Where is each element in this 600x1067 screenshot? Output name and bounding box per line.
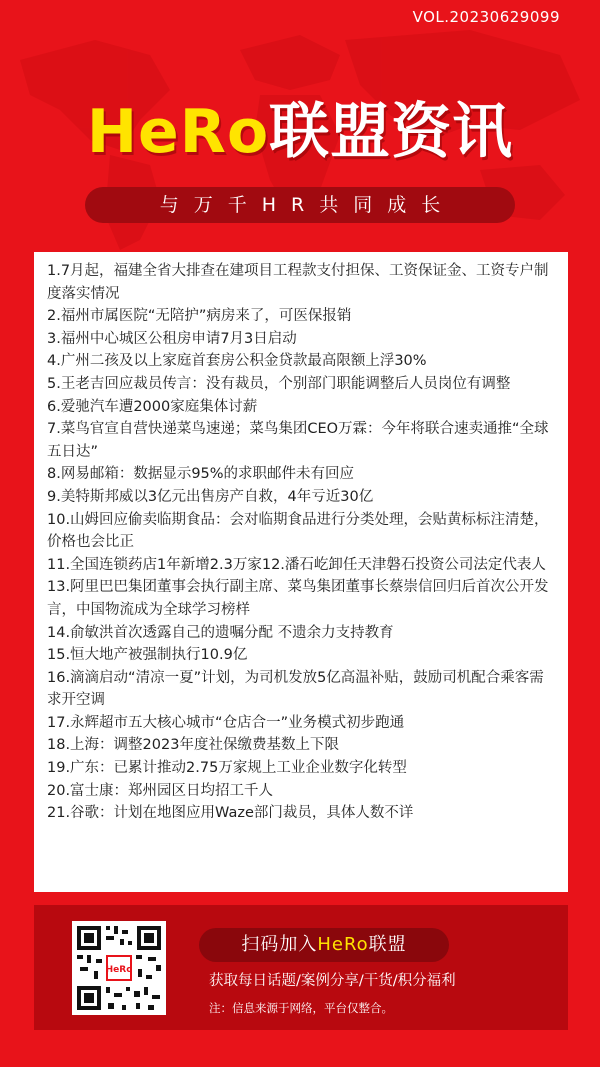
qr-code[interactable] bbox=[72, 921, 166, 1015]
news-item: 3.福州中心城区公租房申请7月3日启动 bbox=[47, 330, 297, 347]
news-item: 8.网易邮箱：数据显示95%的求职邮件未有回应 bbox=[47, 466, 355, 483]
news-item: 11.全国连锁药店1年新增2.3万家12.潘石屹卸任天津磐石投资公司法定代表人 bbox=[47, 556, 546, 573]
news-item: 5.王老吉回应裁员传言：没有裁员，个别部门职能调整后人员岗位有调整 bbox=[47, 375, 511, 392]
title-text: 联盟资讯 bbox=[269, 97, 514, 167]
news-item: 14.俞敏洪首次透露自己的遗嘱分配 不遗余力支持教育 bbox=[47, 624, 394, 641]
news-item: 19.广东：已累计推动2.75万家规上工业企业数字化转型 bbox=[47, 760, 407, 777]
join-prefix: 扫码加入 bbox=[241, 934, 318, 955]
news-item: 2.福州市属医院“无陪护”病房来了，可医保报销 bbox=[47, 308, 352, 325]
news-list bbox=[47, 260, 558, 825]
news-item: 17.永辉超市五大核心城市“仓店合一”业务模式初步跑通 bbox=[47, 714, 405, 731]
news-item: 16.滴滴启动“清凉一夏”计划，为司机发放5亿高温补贴，鼓励司机配合乘客需求开空调 bbox=[47, 669, 544, 709]
join-banner bbox=[199, 928, 449, 962]
news-item: 20.富士康：郑州园区日均招工千人 bbox=[47, 782, 274, 799]
news-item: 9.美特斯邦威以3亿元出售房产自救，4年亏近30亿 bbox=[47, 488, 374, 505]
qr-code-icon bbox=[72, 921, 166, 1015]
news-panel bbox=[34, 252, 568, 892]
join-brand: HeRo bbox=[317, 934, 369, 955]
title-brand: HeRo bbox=[86, 97, 270, 167]
news-item: 1.7月起，福建全省大排查在建项目工程款支付担保、工资保证金、工资专户制度落实情况 bbox=[47, 263, 549, 302]
news-item: 4.广州二孩及以上家庭首套房公积金贷款最高限额上浮30% bbox=[47, 353, 427, 370]
news-item: 21.谷歌：计划在地图应用Waze部门裁员，具体人数不详 bbox=[47, 805, 414, 822]
news-item: 13.阿里巴巴集团董事会执行副主席、菜鸟集团董事长蔡崇信回归后首次公开发言，中国物流成为全球学习榜样 bbox=[47, 579, 549, 618]
page-title bbox=[0, 84, 600, 170]
benefits-text: 获取每日话题/案例分享/干货/积分福利 bbox=[209, 973, 456, 989]
join-suffix: 联盟 bbox=[368, 934, 407, 955]
join-panel bbox=[34, 905, 568, 1030]
volume-number: VOL.20230629099 bbox=[412, 8, 560, 26]
news-item: 10.山姆回应偷卖临期食品：会对临期食品进行分类处理，会贴黄标标注清楚，价格也会比正 bbox=[47, 511, 549, 551]
news-item: 7.菜鸟官宣自营快递菜鸟速递；菜鸟集团CEO万霖：今年将联合速卖通推“全球五日达” bbox=[47, 421, 549, 460]
source-note: 注：信息来源于网络，平台仅整合。 bbox=[209, 1001, 393, 1015]
news-item: 18.上海：调整2023年度社保缴费基数上下限 bbox=[47, 737, 339, 754]
slogan-banner: 与万千HR共同成长 bbox=[85, 187, 515, 223]
news-item: 15.恒大地产被强制执行10.9亿 bbox=[47, 647, 248, 664]
qr-logo-text: HeRo bbox=[105, 965, 133, 975]
news-item: 6.爱驰汽车遭2000家庭集体讨薪 bbox=[47, 398, 258, 415]
